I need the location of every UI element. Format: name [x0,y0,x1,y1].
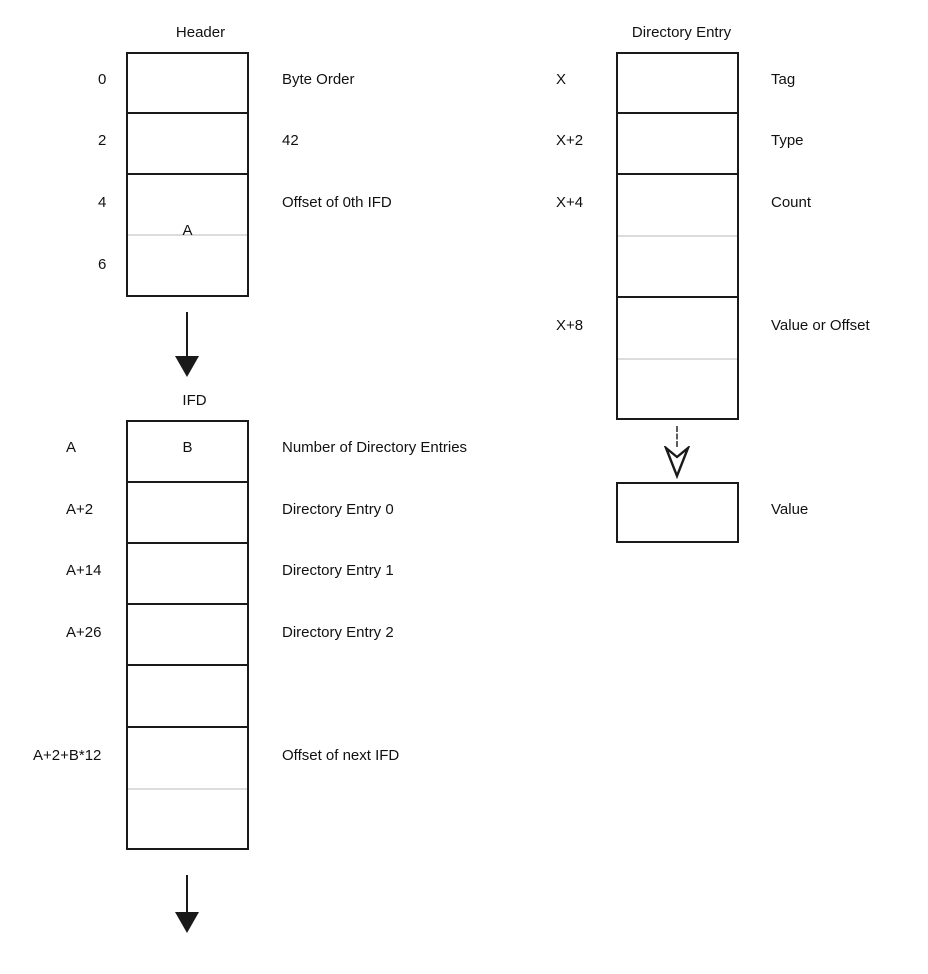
offset-label: X+2 [556,132,584,149]
arrow-line [186,875,188,913]
offset-label: A+14 [66,562,102,579]
offset-label: 2 [98,132,107,149]
field-label: Tag [771,71,796,88]
field-label: 42 [282,132,299,149]
field-label: Offset of 0th IFD [282,194,392,211]
offset-label: A [66,439,77,456]
row-divider [618,296,737,298]
field-label: Value or Offset [771,317,870,334]
offset-label: 6 [98,256,107,273]
cell-value: A [182,222,193,239]
row-divider [128,112,247,114]
arrowhead-down-icon [175,356,199,377]
field-label: Directory Entry 1 [282,562,394,579]
row-divider [128,481,247,483]
offset-label: X [556,71,567,88]
row-divider [128,664,247,666]
field-label: Value [771,501,809,518]
offset-label: 0 [98,71,107,88]
field-label: Type [771,132,804,149]
offset-label: A+2+B*12 [33,747,102,764]
value-memory-box [616,482,739,543]
header-box-title: Header [175,24,226,41]
dashed-arrow-line [676,426,678,447]
row-divider [618,112,737,114]
field-split-divider [618,358,737,360]
row-divider [618,173,737,175]
open-arrowhead-down-icon [663,446,691,479]
ifd-box-title: IFD [182,392,207,409]
field-split-divider [618,235,737,237]
arrow-line [186,312,188,357]
row-divider [128,173,247,175]
row-divider [128,603,247,605]
offset-label: X+4 [556,194,584,211]
field-label: Directory Entry 2 [282,624,394,641]
offset-label: A+2 [66,501,94,518]
offset-label: X+8 [556,317,584,334]
row-divider [128,542,247,544]
offset-label: A+26 [66,624,102,641]
field-label: Number of Directory Entries [282,439,468,456]
field-label: Byte Order [282,71,355,88]
ifd-memory-box [126,420,249,850]
field-label: Count [771,194,812,211]
field-split-divider [128,788,247,790]
directory-entry-box-title: Directory Entry [631,24,732,41]
cell-value: B [182,439,193,456]
field-label: Directory Entry 0 [282,501,394,518]
offset-label: 4 [98,194,107,211]
arrowhead-down-icon [175,912,199,933]
row-divider [128,726,247,728]
field-label: Offset of next IFD [282,747,400,764]
